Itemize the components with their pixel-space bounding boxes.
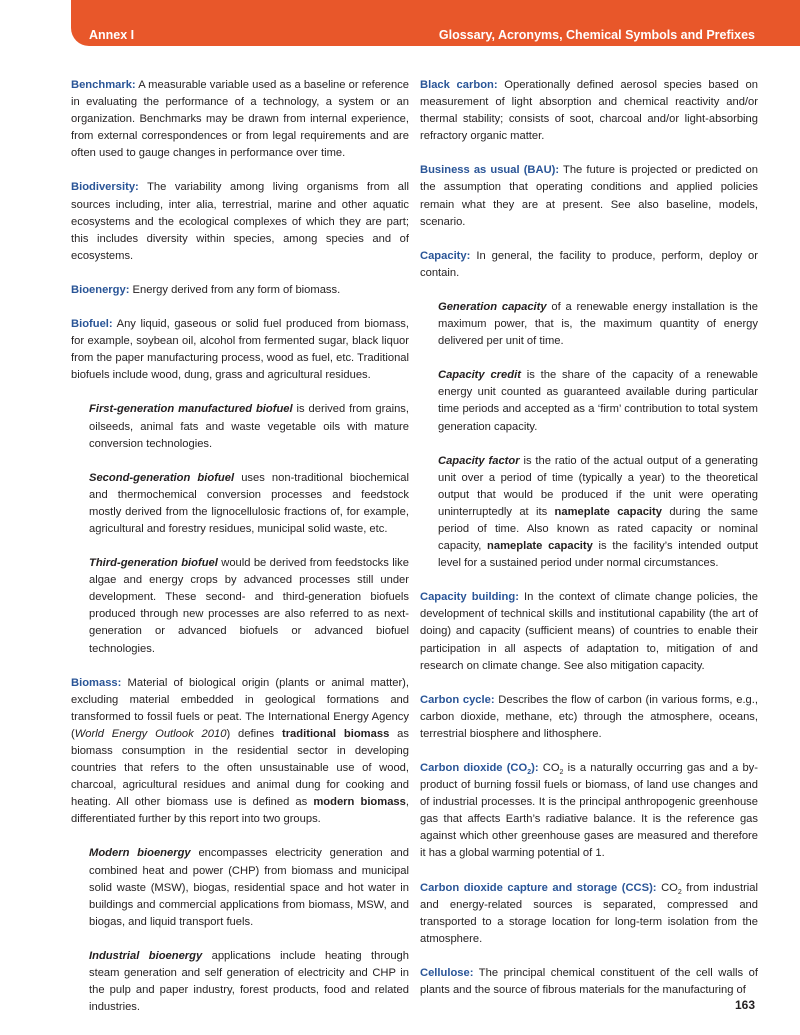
subscript: 2 <box>527 769 532 777</box>
definition: of a renewable energy installation is the maximum power, that is, the maximum quantity of energy delivered per unit of time. <box>438 300 758 348</box>
term: Biomass: <box>71 676 122 689</box>
definition: Operationally defined aerosol species based on measurement of light absorption and chemical reactivity and/or thermal stability; consists of soot, charcoal and/or light-absorbing refractory organic matter. <box>420 79 758 143</box>
term: Biofuel: <box>71 318 113 331</box>
subterm: First-generation manufactured biofuel <box>89 403 293 416</box>
definition: applications include heating through steam generation and self generation of electricity and CHP in the pulp and paper industry, forest products, food and related industries. <box>89 949 409 1014</box>
definition: is the share of the capacity of a renewable energy unit counted as guaranteed available during particular time periods and accepted as a ‘firm’ contribution to total system generation capacity. <box>438 369 758 433</box>
entry-carbon-cycle <box>420 692 758 743</box>
entry-bau <box>420 162 758 230</box>
definition: would be derived from feedstocks like algae and energy crops by advanced processes still under development. These second- and third-generation biofuels produced through new processes are also referred to as next-generation or advanced biofuels or advanced biofuel technologies. <box>89 557 409 655</box>
term: Business as usual (BAU): <box>420 164 560 177</box>
key-term: modern biomass <box>313 796 406 809</box>
subterm: Second-generation biofuel <box>89 471 235 484</box>
subterm: Industrial bioenergy <box>89 949 203 962</box>
definition: from industrial and energy-related sources is separated, compressed and transported to a storage location for long-term isolation from the atmosphere. <box>420 881 758 945</box>
key-term: traditional biomass <box>281 727 390 740</box>
term-part: ): <box>531 762 539 774</box>
entry-capacity-building <box>420 589 758 674</box>
left-column <box>71 77 409 1033</box>
subterm: Capacity credit <box>438 369 521 382</box>
definition: In general, the facility to produce, perform, deploy or contain. <box>420 249 758 279</box>
term <box>420 762 539 777</box>
subentry-generation-capacity <box>420 299 758 350</box>
term: Biodiversity: <box>71 181 139 194</box>
definition: ) defines <box>226 727 282 740</box>
entry-carbon-dioxide <box>420 760 758 863</box>
definition: CO <box>656 881 678 894</box>
term: Carbon dioxide capture and storage (CCS): <box>420 881 657 894</box>
subterm: Modern bioenergy <box>89 847 191 860</box>
section-title: Glossary, Acronyms, Chemical Symbols and Prefixes <box>438 28 755 42</box>
definition: is a naturally occurring gas and a by-product of burning fossil fuels or biomass, of land use changes and of industrial processes. It is the principal anthropogenic greenhouse gas that affects Earth’s radiative balance. It is the reference gas against which other greenhouse gases are measured and therefore it has a global warming potential of 1. <box>420 762 758 860</box>
entry-cellulose <box>420 965 758 999</box>
term: Benchmark: <box>71 79 136 91</box>
subterm: Third-generation biofuel <box>89 557 218 570</box>
definition: In the context of climate change policies, the development of technical skills and institutional capability (the art of doing) and capacity (sufficient means) of countries to enable their participation in all aspects of adaptation to, mitigation of and research on climate change. See also mitigation capacity. <box>420 591 758 672</box>
subentry-capacity-credit <box>420 367 758 435</box>
definition: The principal chemical constituent of the cell walls of plants and the source of fibrous materials for the manufacturing of <box>420 966 758 997</box>
definition: is the facility’s intended output level for a sustained period under normal circumstances. <box>438 540 758 570</box>
entry-bioenergy <box>71 282 409 299</box>
entry-ccs <box>420 880 758 948</box>
definition: is the ratio of the actual output of a generating unit over a period of time (typically a year) to the theoretical output that would be produced if the unit were operating uninterruptedly at its <box>438 454 758 518</box>
definition: The future is projected or predicted on the assumption that operating conditions and applied policies remain what they are at present. See also baseline, models, scenario. <box>420 164 758 228</box>
subentry-third-gen <box>71 555 409 658</box>
definition: Energy derived from any form of biomass. <box>129 283 341 296</box>
subentry-capacity-factor <box>420 453 758 573</box>
entry-biodiversity <box>71 179 409 264</box>
definition: encompasses electricity generation and combined heat and power (CHP) from biomass and municipal solid waste (MSW), biogas, residential space and hot water in buildings and commercial applications from biomass, MSW, and biogas, and liquid transport fuels. <box>89 847 410 928</box>
term: Cellulose: <box>420 966 474 979</box>
term: Capacity: <box>420 249 471 262</box>
subterm: Generation capacity <box>438 300 547 313</box>
term: Bioenergy: <box>71 283 130 296</box>
definition: uses non-traditional biochemical and thermochemical conversion processes and feedstock mostly derived from the lignocellulosic fractions of, for example, agricultural and forestry residues, municipal solid waste, etc. <box>89 471 409 535</box>
key-term: nameplate capacity <box>554 505 662 518</box>
definition: Material of biological origin (plants or animal matter), excluding material embedded in geological formations and transformed to fossil fuels or peat. The International Energy Agency ( <box>71 676 409 740</box>
page-number: 163 <box>734 998 755 1012</box>
definition: , differentiated further by this report into two groups. <box>71 796 409 826</box>
entry-black-carbon <box>420 77 758 145</box>
entry-capacity <box>420 248 758 282</box>
term: Carbon cycle: <box>420 693 495 706</box>
entry-biofuel <box>71 316 409 384</box>
subentry-first-gen <box>71 401 409 452</box>
publication-title: World Energy Outlook 2010 <box>74 727 227 740</box>
subscript: 2 <box>677 888 682 896</box>
term: Capacity building: <box>420 591 519 604</box>
entry-benchmark <box>71 77 409 162</box>
term-part: Carbon dioxide (CO <box>420 762 528 774</box>
definition: The variability among living organisms from all sources including, inter alia, terrestrial, marine and other aquatic ecosystems and the ecological complexes of which they are part; this includes diversity within species, among species and of ecosystems. <box>71 181 409 262</box>
definition: Any liquid, gaseous or solid fuel produced from biomass, for example, soybean oil, alcohol from fermented sugar, black liquor from the paper manufacturing process, wood as fuel, etc. Traditional biofuels include wood, dung, grass and agricultural residues. <box>71 318 409 382</box>
definition: during the same period of time. Also known as rated capacity or nominal capacity, <box>438 505 758 553</box>
definition: A measurable variable used as a baseline or reference in evaluating the performance of a technology, a system or an organization. Benchmarks may be drawn from internal experience, from external correspondences or from legal requirements and are often used to gauge changes in performance over time. <box>71 79 409 160</box>
subterm: Capacity factor <box>438 454 520 467</box>
entry-biomass <box>71 675 409 829</box>
subentry-second-gen <box>71 470 409 538</box>
definition: is derived from grains, oilseeds, animal fats and waste vegetable oils with mature conversion technologies. <box>89 403 409 450</box>
subentry-modern-bioenergy <box>71 845 409 930</box>
term: Black carbon: <box>420 79 498 91</box>
subentry-industrial-bioenergy <box>71 948 409 1016</box>
right-column <box>420 77 758 1016</box>
definition: CO <box>538 762 560 774</box>
page-header <box>71 0 800 46</box>
definition: as biomass consumption in the residential sector in developing countries that refers to the often unsustainable use of wood, charcoal, agricultural residues and animal dung for cooking and heating. All other biomass use is defined as <box>71 727 409 809</box>
annex-label: Annex I <box>89 28 135 42</box>
definition: Describes the flow of carbon (in various forms, e.g., carbon dioxide, methane, etc) through the atmosphere, oceans, terrestrial biosphere and lithosphere. <box>420 693 758 740</box>
subscript: 2 <box>559 769 564 777</box>
key-term: nameplate capacity <box>487 540 593 553</box>
